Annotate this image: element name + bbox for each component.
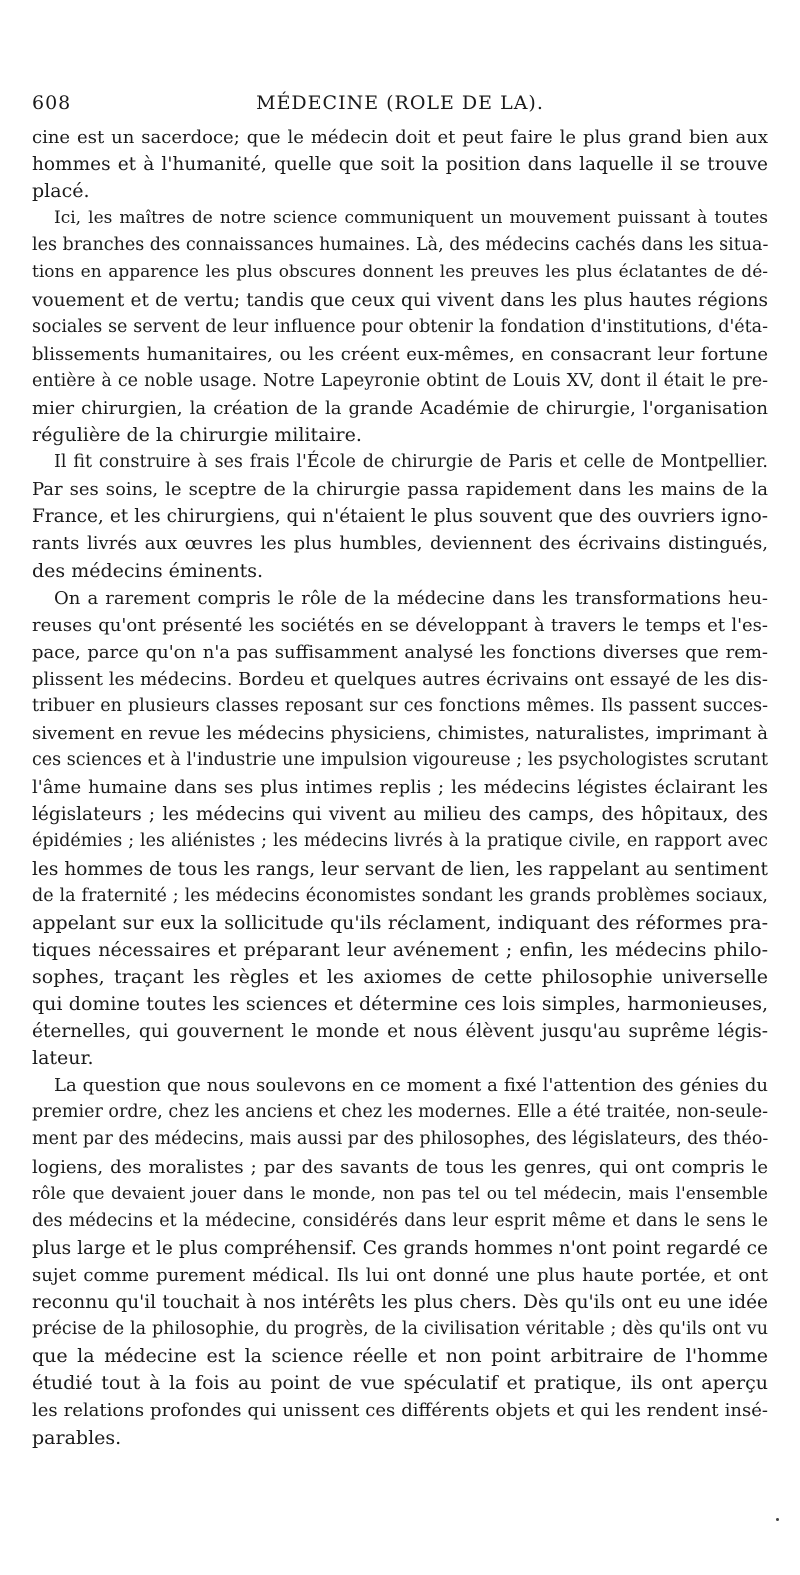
- paragraph: [32, 124, 768, 205]
- paragraph: [32, 1072, 768, 1451]
- text-line: Il fit construire à ses frais l'École de chirurgie de Paris et celle de Montpellier.: [54, 452, 768, 473]
- text-line: sivement en revue les médecins physiciens, chimistes, naturalistes, imprimant à: [32, 723, 768, 745]
- text-line: rants livrés aux œuvres les plus humbles, deviennent des écrivains distingués,: [32, 533, 768, 555]
- text-line: Ici, les maîtres de notre science communiquent un mouvement puissant à toutes: [54, 208, 768, 229]
- text-line: éternelles, qui gouvernent le monde et nous élèvent jusqu'au suprême légis-: [32, 1021, 768, 1043]
- text-line: l'âme humaine dans ses plus intimes replis ; les médecins légistes éclairant les: [32, 777, 768, 799]
- text-line: ment par des médecins, mais aussi par des philosophes, des législateurs, des théo-: [32, 1129, 768, 1150]
- print-speck: [776, 1518, 779, 1521]
- text-line: de la fraternité ; les médecins économistes sondant les grands problèmes sociaux,: [32, 885, 768, 906]
- text-line: Par ses soins, le sceptre de la chirurgie passa rapidement dans les mains de la: [32, 479, 768, 501]
- text-line: tribuer en plusieurs classes reposant sur ces fonctions mêmes. Ils passent succes-: [32, 695, 768, 716]
- text-line: rôle que devaient jouer dans le monde, non pas tel ou tel médecin, mais l'ensemble: [32, 1183, 768, 1204]
- text-line: étudié tout à la fois au point de vue spéculatif et pratique, ils ont aperçu: [32, 1372, 768, 1395]
- text-line: appelant sur eux la sollicitude qu'ils réclament, indiquant des réformes pra-: [32, 911, 768, 934]
- text-line: parables.: [32, 1426, 122, 1449]
- text-line: logiens, des moralistes ; par des savants de tous les genres, qui ont compris le: [32, 1156, 768, 1178]
- text-line: que la médecine est la science réelle et non point arbitraire de l'homme: [32, 1345, 768, 1368]
- text-line: plissent les médecins. Bordeu et quelques autres écrivains ont essayé de les dis-: [32, 668, 768, 690]
- text-line: sophes, traçant les règles et les axiomes de cette philosophie universelle: [32, 965, 768, 988]
- text-line: qui domine toutes les sciences et détermine ces lois simples, harmonieuses,: [32, 993, 768, 1015]
- text-line: tiques nécessaires et préparant leur avénement ; enfin, les médecins philo-: [32, 938, 768, 961]
- text-line: France, et les chirurgiens, qui n'étaient le plus souvent que des ouvriers igno-: [32, 506, 768, 528]
- text-line: des médecins éminents.: [32, 559, 264, 582]
- page-number: 608: [32, 92, 72, 114]
- text-line: entière à ce noble usage. Notre Lapeyronie obtint de Louis XV, dont il était le pre-: [32, 370, 768, 391]
- paragraph: [32, 205, 768, 449]
- text-line: mier chirurgien, la création de la grande Académie de chirurgie, l'organisation: [32, 397, 768, 419]
- paragraph: [32, 585, 768, 1073]
- text-line: cine est un sacerdoce; que le médecin doit et peut faire le plus grand bien aux: [32, 127, 768, 148]
- running-title: MÉDECINE (ROLE DE LA).: [256, 92, 544, 114]
- text-line: blissements humanitaires, ou les créent eux-mêmes, en consacrant leur fortune: [32, 343, 768, 365]
- text-line: reuses qu'ont présenté les sociétés en se développant à travers le temps et l'es-: [32, 614, 768, 636]
- running-head: [32, 92, 768, 116]
- text-line: sociales se servent de leur influence pour obtenir la fondation d'institutions, d'éta-: [32, 316, 768, 337]
- text-line: précise de la philosophie, du progrès, de la civilisation véritable ; dès qu'ils ont vu: [32, 1319, 768, 1340]
- text-line: ces sciences et à l'industrie une impulsion vigoureuse ; les psychologistes scrutant: [32, 750, 768, 771]
- text-line: reconnu qu'il touchait à nos intérêts les plus chers. Dès qu'ils ont eu une idée: [32, 1292, 768, 1314]
- text-line: placé.: [32, 180, 90, 203]
- text-line: plus large et le plus compréhensif. Ces grands hommes n'ont point regardé ce: [32, 1237, 768, 1259]
- text-line: les hommes de tous les rangs, leur servant de lien, les rappelant au sentiment: [32, 858, 768, 880]
- text-line: les relations profondes qui unissent ces différents objets et qui les rendent insé-: [32, 1400, 768, 1422]
- text-line: des médecins et la médecine, considérés dans leur esprit même et dans le sens le: [32, 1210, 768, 1231]
- body-text: [32, 124, 768, 1452]
- text-line: régulière de la chirurgie militaire.: [32, 424, 362, 447]
- text-line: pace, parce qu'on n'a pas suffisamment analysé les fonctions diverses que rem-: [32, 641, 768, 663]
- text-line: épidémies ; les aliénistes ; les médecins livrés à la pratique civile, en rapport avec: [32, 831, 768, 852]
- text-line: hommes et à l'humanité, quelle que soit la position dans laquelle il se trouve: [32, 154, 768, 176]
- text-line: On a rarement compris le rôle de la médecine dans les transformations heu-: [54, 587, 768, 609]
- text-line: premier ordre, chez les anciens et chez les modernes. Elle a été traitée, non-seule-: [32, 1102, 768, 1123]
- text-line: lateur.: [32, 1047, 94, 1070]
- text-line: sujet comme purement médical. Ils lui ont donné une plus haute portée, et ont: [32, 1264, 768, 1286]
- text-line: les branches des connaissances humaines. Là, des médecins cachés dans les situa-: [32, 235, 768, 256]
- text-line: La question que nous soulevons en ce moment a fixé l'attention des génies du: [54, 1075, 768, 1097]
- text-line: législateurs ; les médecins qui vivent au milieu des camps, des hôpitaux, des: [32, 804, 768, 826]
- text-line: vouement et de vertu; tandis que ceux qui vivent dans les plus hautes régions: [32, 289, 768, 311]
- paragraph: [32, 449, 768, 584]
- text-line: tions en apparence les plus obscures donnent les preuves les plus éclatantes de dé-: [32, 262, 768, 283]
